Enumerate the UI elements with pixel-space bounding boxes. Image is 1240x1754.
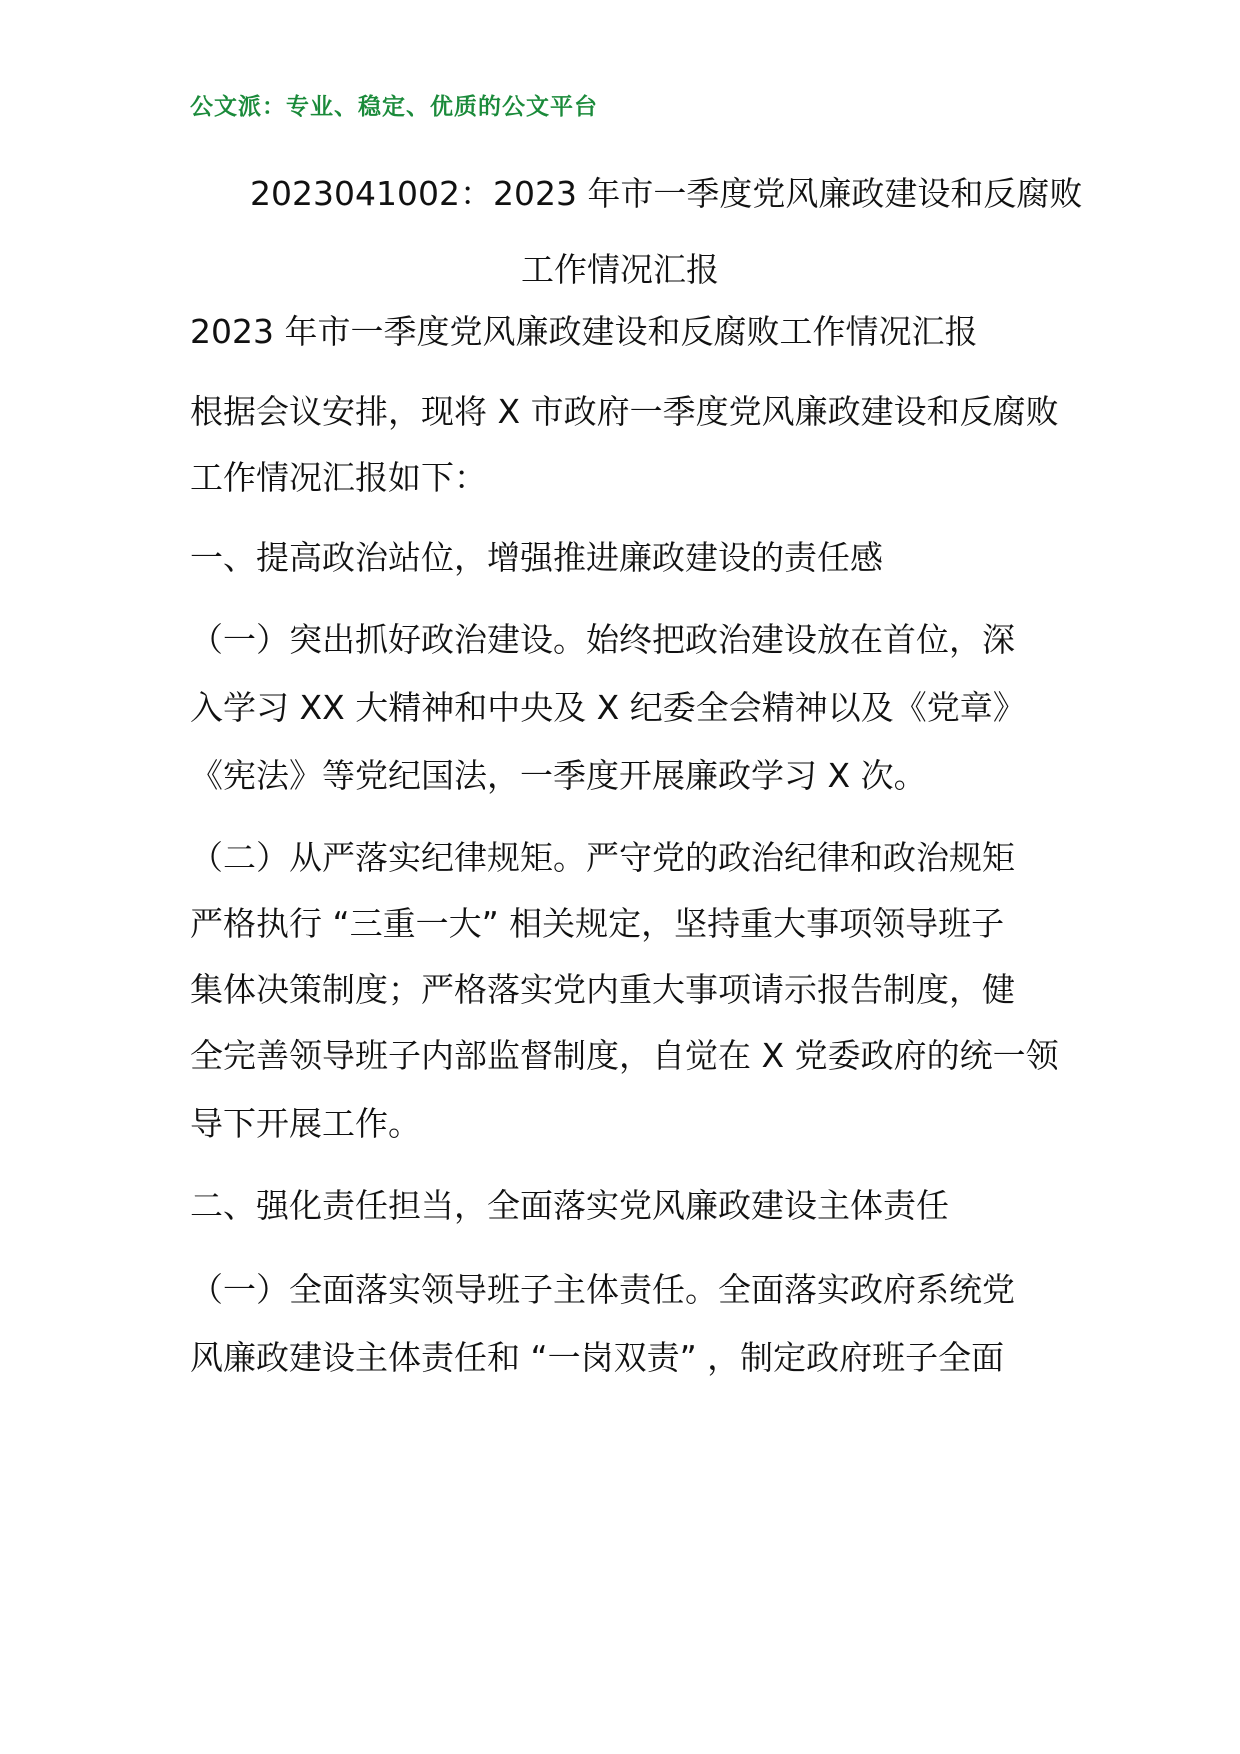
document-title-line-2: 工作情况汇报 xyxy=(521,250,719,289)
document-title-line-1: 2023041002：2023 年市一季度党风廉政建设和反腐败 xyxy=(250,174,1083,213)
paragraph-line: （二）从严落实纪律规矩。严守党的政治纪律和政治规矩 xyxy=(190,838,1015,877)
paragraph-line: 导下开展工作。 xyxy=(190,1104,421,1143)
paragraph-line: 根据会议安排，现将 X 市政府一季度党风廉政建设和反腐败 xyxy=(190,392,1059,431)
paragraph-line: （一）突出抓好政治建设。始终把政治建设放在首位，深 xyxy=(190,620,1015,659)
section-heading-2: 二、强化责任担当，全面落实党风廉政建设主体责任 xyxy=(190,1186,949,1225)
paragraph-line: 全完善领导班子内部监督制度，自觉在 X 党委政府的统一领 xyxy=(190,1036,1059,1075)
paragraph-line: 《宪法》等党纪国法，一季度开展廉政学习 X 次。 xyxy=(190,756,927,795)
paragraph-line: 工作情况汇报如下： xyxy=(190,458,487,497)
paragraph-line: 集体决策制度；严格落实党内重大事项请示报告制度，健 xyxy=(190,970,1015,1009)
paragraph-line: 风廉政建设主体责任和 “一岗双责” ，制定政府班子全面 xyxy=(190,1338,1005,1377)
site-banner: 公文派：专业、稳定、优质的公文平台 xyxy=(190,94,598,120)
paragraph-line: 入学习 XX 大精神和中央及 X 纪委全会精神以及《党章》 xyxy=(190,688,1026,727)
report-heading: 2023 年市一季度党风廉政建设和反腐败工作情况汇报 xyxy=(190,312,978,351)
paragraph-line: 严格执行 “三重一大” 相关规定，坚持重大事项领导班子 xyxy=(190,904,1005,943)
section-heading-1: 一、提高政治站位，增强推进廉政建设的责任感 xyxy=(190,538,883,577)
paragraph-line: （一）全面落实领导班子主体责任。全面落实政府系统党 xyxy=(190,1270,1015,1309)
